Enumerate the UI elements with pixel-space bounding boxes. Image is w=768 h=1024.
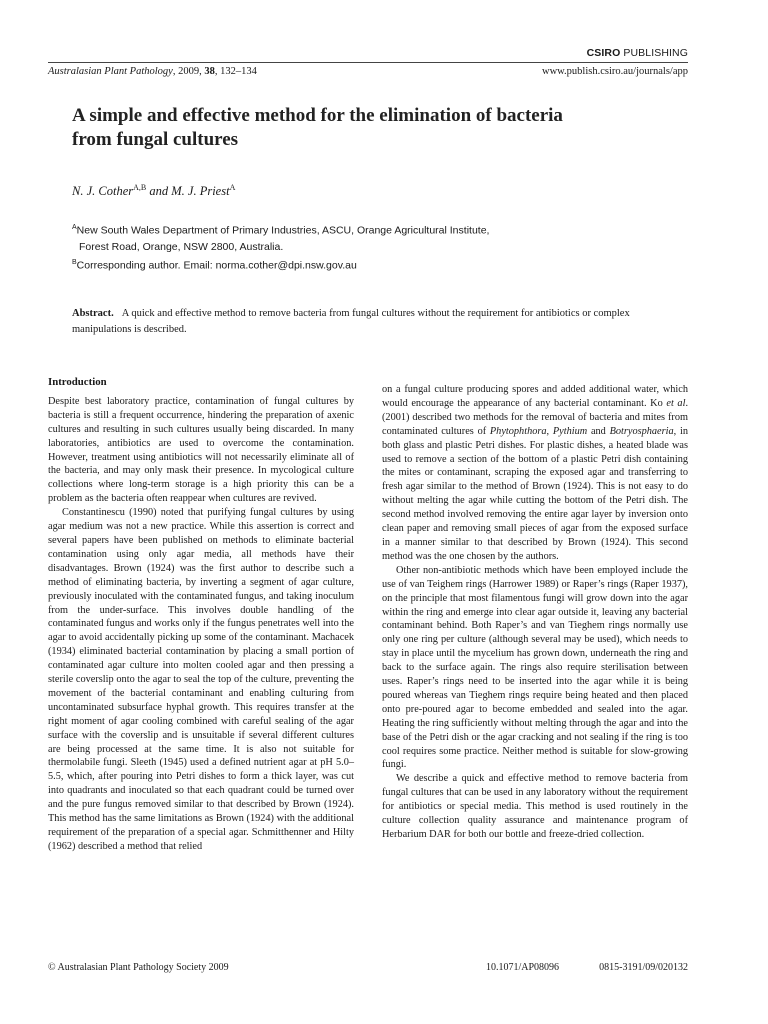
text-run: . (2001) described two methods for the removal of bacteria and mites from contaminated cultures of: [382, 397, 689, 437]
copyright-notice: © Australasian Plant Pathology Society 2009: [48, 962, 229, 973]
affiliation-a: [72, 220, 672, 239]
journal-reference: [48, 66, 257, 77]
publisher-name: [587, 47, 688, 59]
corresponding-author[interactable]: Corresponding author. Email: norma.cother@dpi.nsw.gov.au: [76, 259, 357, 271]
journal-url[interactable]: www.publish.csiro.au/journals/app: [541, 66, 688, 77]
section-heading-introduction: Introduction: [48, 376, 107, 388]
affiliations: [72, 220, 672, 273]
doi[interactable]: 10.1071/AP08096: [486, 962, 560, 973]
body-column-left: [48, 376, 354, 854]
publisher-rest: PUBLISHING: [620, 47, 688, 59]
journal-volume: 38: [204, 66, 215, 77]
journal-pages: , 132–134: [214, 66, 257, 77]
journal-name: Australasian Plant Pathology: [48, 66, 173, 77]
affiliation-text: New South Wales Department of Primary Industries, ASCU, Orange Agricultural Institute,: [76, 224, 490, 237]
affiliation-a-line2: Forest Road, Orange, NSW 2800, Australia.: [79, 240, 284, 253]
text-run: on a fungal culture producing spores and added additional water, which would encourage the appearance of any bacterial contaminant. Ko: [382, 384, 688, 409]
abstract: [72, 306, 688, 338]
article-title: A simple and effective method for the elimination of bacteria from fungal cultures: [72, 105, 563, 150]
paragraph: Other non-antibiotic methods which have been employed include the use of van Teighem rings (Harrower 1989) or Raper’s rings (Raper 1937), on the principle that most filamentous fungi will grow down into the agar within the ring and emerge into clear agar outside it, leaving any bacterial contaminant behind. Both Raper’s and van Tieghem rings normally use only one ring per culture (although several may be used), which needs to stay in place until the mycelium has grown down, underneath the ring and back to the surface again. The rings also require sterilisation between uses. Raper’s rings need to be inserted into the agar while it is being poured whereas van Tieghem rings require being heated and then placed onto pre-poured agar to become embedded and sealed into the agar. Heating the ring sufficiently without melting through the agar and into the base of the Petri dish or the agar cracking and not sealing if the ring is too cool requires some practice. Neither method is suitable for slow-growing fungi.: [382, 564, 688, 771]
journal-year: , 2009,: [172, 66, 205, 77]
author-name: and M. J. Priest: [146, 184, 230, 199]
abstract-text: A quick and effective method to remove bacteria from fungal cultures without the requirement for antibiotics or complex manipulations is described.: [72, 308, 630, 335]
paragraph: Despite best laboratory practice, contamination of fungal cultures by bacteria is still a frequent occurrence, hindering the preparation of axenic cultures and resulting in such cultures usually being discarded. In many laboratories, antibiotics are used to overcome the contamination. However, treatment using antibiotics will not necessarily eliminate all of the bacteria, and may only mask their presence. In mycological culture collections where long-term storage is a high priority this can be a problem as the bacteria often reappear when cultures are revived.: [48, 395, 354, 505]
affiliation-b: [72, 255, 672, 274]
text-run: , in both glass and plastic Petri dishes. For plastic dishes, a heated blade was used to remove a section of the bottom of a plastic Petri dish containing the mites or contaminant, scraping the exposed agar and transferring to fresh agar similar to the method of Brown (1924). This is not easy to do without melting the agar while cutting the bottom of the Petri dish. The second method involved removing the entire agar layer by inversion onto clean paper and removing small pieces of agar from the exposed surface in a manner similar to that described by Brown (1924). This second method was the one chosen by the authors.: [382, 425, 688, 562]
issn: 0815-3191/09/020132: [599, 962, 688, 973]
affiliation-mark: A: [72, 224, 77, 231]
publisher-bold: CSIRO: [586, 47, 621, 59]
paragraph: [382, 383, 688, 564]
author-affiliation-mark: A: [229, 183, 236, 192]
body-column-right: [382, 383, 688, 842]
text-run: and: [587, 425, 610, 437]
genus-name: Botryosphaeria: [609, 425, 674, 437]
paragraph: We describe a quick and effective method to remove bacteria from fungal cultures that can be used in any laboratory without the requirement for antibiotics or special media. This method is used routinely in the culture collection quality assurance and maintenance program of Herbarium DAR for both our bottle and freeze-dried collection.: [382, 773, 688, 840]
author-name: N. J. Cother: [72, 184, 134, 199]
genus-name: Pythium: [552, 425, 588, 437]
affiliation-mark: B: [72, 258, 77, 266]
text-run-italic: et al: [666, 397, 686, 409]
text-run: ,: [546, 425, 553, 437]
author-list: [72, 183, 235, 199]
author-affiliation-mark: A,B: [133, 183, 147, 192]
abstract-label: Abstract.: [72, 308, 114, 319]
genus-name: Phytophthora: [489, 425, 547, 437]
paragraph: Constantinescu (1990) noted that purifying fungal cultures by using agar medium was not a new practice. While this assertion is correct and several papers have been published on methods to eliminate bacterial contamination using only agar media, all methods have their disadvantages. Brown (1924) was the first author to describe such a method of eliminating bacteria, by inverting a segment of agar culture, previously inoculated with the contaminated fungus, and taking inoculum from the under-surface. This involves double handling of the contaminated fungus and works only if the fungus penetrates well into the agar to avoid accidentally picking up some of the contaminant. Machacek (1934) eliminated bacterial contamination by placing a small portion of contaminated agar culture into molten cooled agar and then pressing a sterile coverslip onto the agar to seal the top of the culture, preventing the movement of the bacterial contaminant and enabling culturing from uncontaminated subsurface hyphal growth. This requires transfer at the right moment of agar cooling combined with careful sealing of the agar surface with the coverslip and is unsuitable if several different cultures are being processed at the same time. It is also not suitable for thermolabile fungi. Sleeth (1945) used a defined nutrient agar at pH 5.0–5.5, which, after pouring into Petri dishes to form a thick layer, was cut into quadrants and inoculated so that each quadrant could be turned over and the pure fungus removed similar to that described by Brown (1924). This method has the same limitations as Brown (1924) with the additional requirement of the preparation of a special agar. Schmitthenner and Hilty (1962) described a method that relied: [48, 507, 354, 852]
header-rule: [48, 62, 688, 63]
